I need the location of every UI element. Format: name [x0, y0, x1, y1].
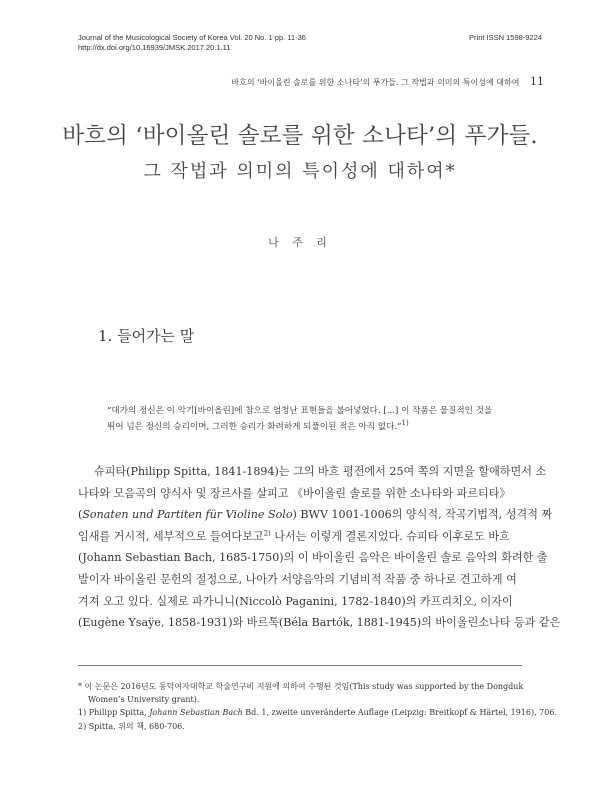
article-subtitle: 그 작법과 의미의 특이성에 대하여* [143, 161, 457, 182]
running-head [231, 75, 544, 88]
footnotes [78, 680, 557, 733]
doi-link[interactable]: http://dx.doi.org/10.16939/JMSK.2017.20.1.11 [78, 43, 231, 52]
body-line: 발이자 바이올린 문헌의 절정으로, 나아가 서양음악의 기념비적 작품 중 하나로 견고하게 여 [78, 572, 517, 586]
journal-citation [78, 33, 306, 53]
body-line: 슈피타(Philipp Spitta, 1841-1894)는 그의 바흐 평전에서 25여 쪽의 지면을 할애하면서 소 [94, 465, 547, 478]
footnote-divider [78, 665, 522, 666]
footnote-text: 1) Philipp Spitta, [78, 708, 150, 718]
page-number: 11 [530, 75, 544, 88]
body-line: (Johann Sebastian Bach, 1685-1750)의 이 바이올린 음악은 바이올린 솔로 음악의 화려한 출 [78, 551, 548, 565]
footnote-1 [78, 706, 557, 719]
body-line: (Eugène Ysaÿe, 1858-1931)와 바르톡(Béla Bartók, 1881-1945)의 바이올린소나타 등과 같은 [78, 616, 561, 630]
body-line [78, 526, 530, 548]
body-line: 나타와 모음곡의 양식사 및 장르사를 살피고 《바이올린 솔로를 위한 소나타와 파르티타》 [78, 486, 511, 500]
footnote-book-title: Johann Sebastian Bach [149, 708, 243, 718]
epigraph-text: 뛰어 넘은 정신의 승리이며, 그러한 승리가 화려하게 되풀이된 적은 아직 없다.” [107, 422, 402, 432]
journal-volume-line: Journal of the Musicological Society of Korea Vol. 20 No. 1 pp. 11-36 [78, 33, 306, 42]
footnote-2: 2) Spitta, 위의 책, 680-706. [78, 721, 185, 731]
issn-label: Print ISSN 1598-9224 [469, 33, 542, 42]
section-heading: 1. 들어가는 말 [98, 327, 195, 345]
article-title: 바흐의 ‘바이올린 솔로를 위한 소나타’의 푸가들. [62, 123, 538, 149]
body-text: ( [78, 508, 83, 522]
footnote-funding-cont: Women’s University grant). [88, 695, 200, 705]
footnote-funding: * 이 논문은 2016년도 동덕여자대학교 학술연구비 지원에 의하여 수행된 것임(This study was supported by the Dongduk [78, 682, 524, 691]
epigraph-quote [107, 403, 522, 435]
author-name: 나 주 리 [268, 236, 332, 249]
footnote-ref-2[interactable]: 2) [263, 529, 271, 538]
body-line [78, 504, 553, 526]
body-text: ) BWV 1001-1006의 양식적, 작곡기법적, 성격적 짜 [292, 508, 553, 522]
footnote-text: Bd. 1, zweite unveränderte Auflage (Leipzig: Breitkopf & Härtel, 1916), 706. [242, 708, 557, 718]
body-text: 나서는 이렇게 결론지었다. 슈피타 이후로도 바흐 [270, 529, 510, 543]
epigraph-line: “대가의 정신은 이 악기[바이올린]에 참으로 엄청난 표현들을 불어넣었다. [...] 이 작품은 물질적인 것을 [107, 406, 493, 416]
footnote-ref-1[interactable]: 1) [401, 419, 409, 428]
running-head-title: 바흐의 ‘바이올린 솔로를 위한 소나타’의 푸가들. 그 작법과 의미의 특이성에 대하여 [231, 78, 520, 87]
body-paragraph [78, 461, 561, 634]
epigraph-line [107, 419, 522, 435]
body-text: 임새를 거시적, 세부적으로 들여다보고 [78, 529, 264, 543]
work-title-italic: Sonaten und Partiten für Violine Solo [82, 508, 293, 522]
body-line: 겨져 오고 있다. 실제로 파가니니(Niccolò Paganini, 1782-1840)의 카프리치오, 이자이 [78, 594, 513, 608]
